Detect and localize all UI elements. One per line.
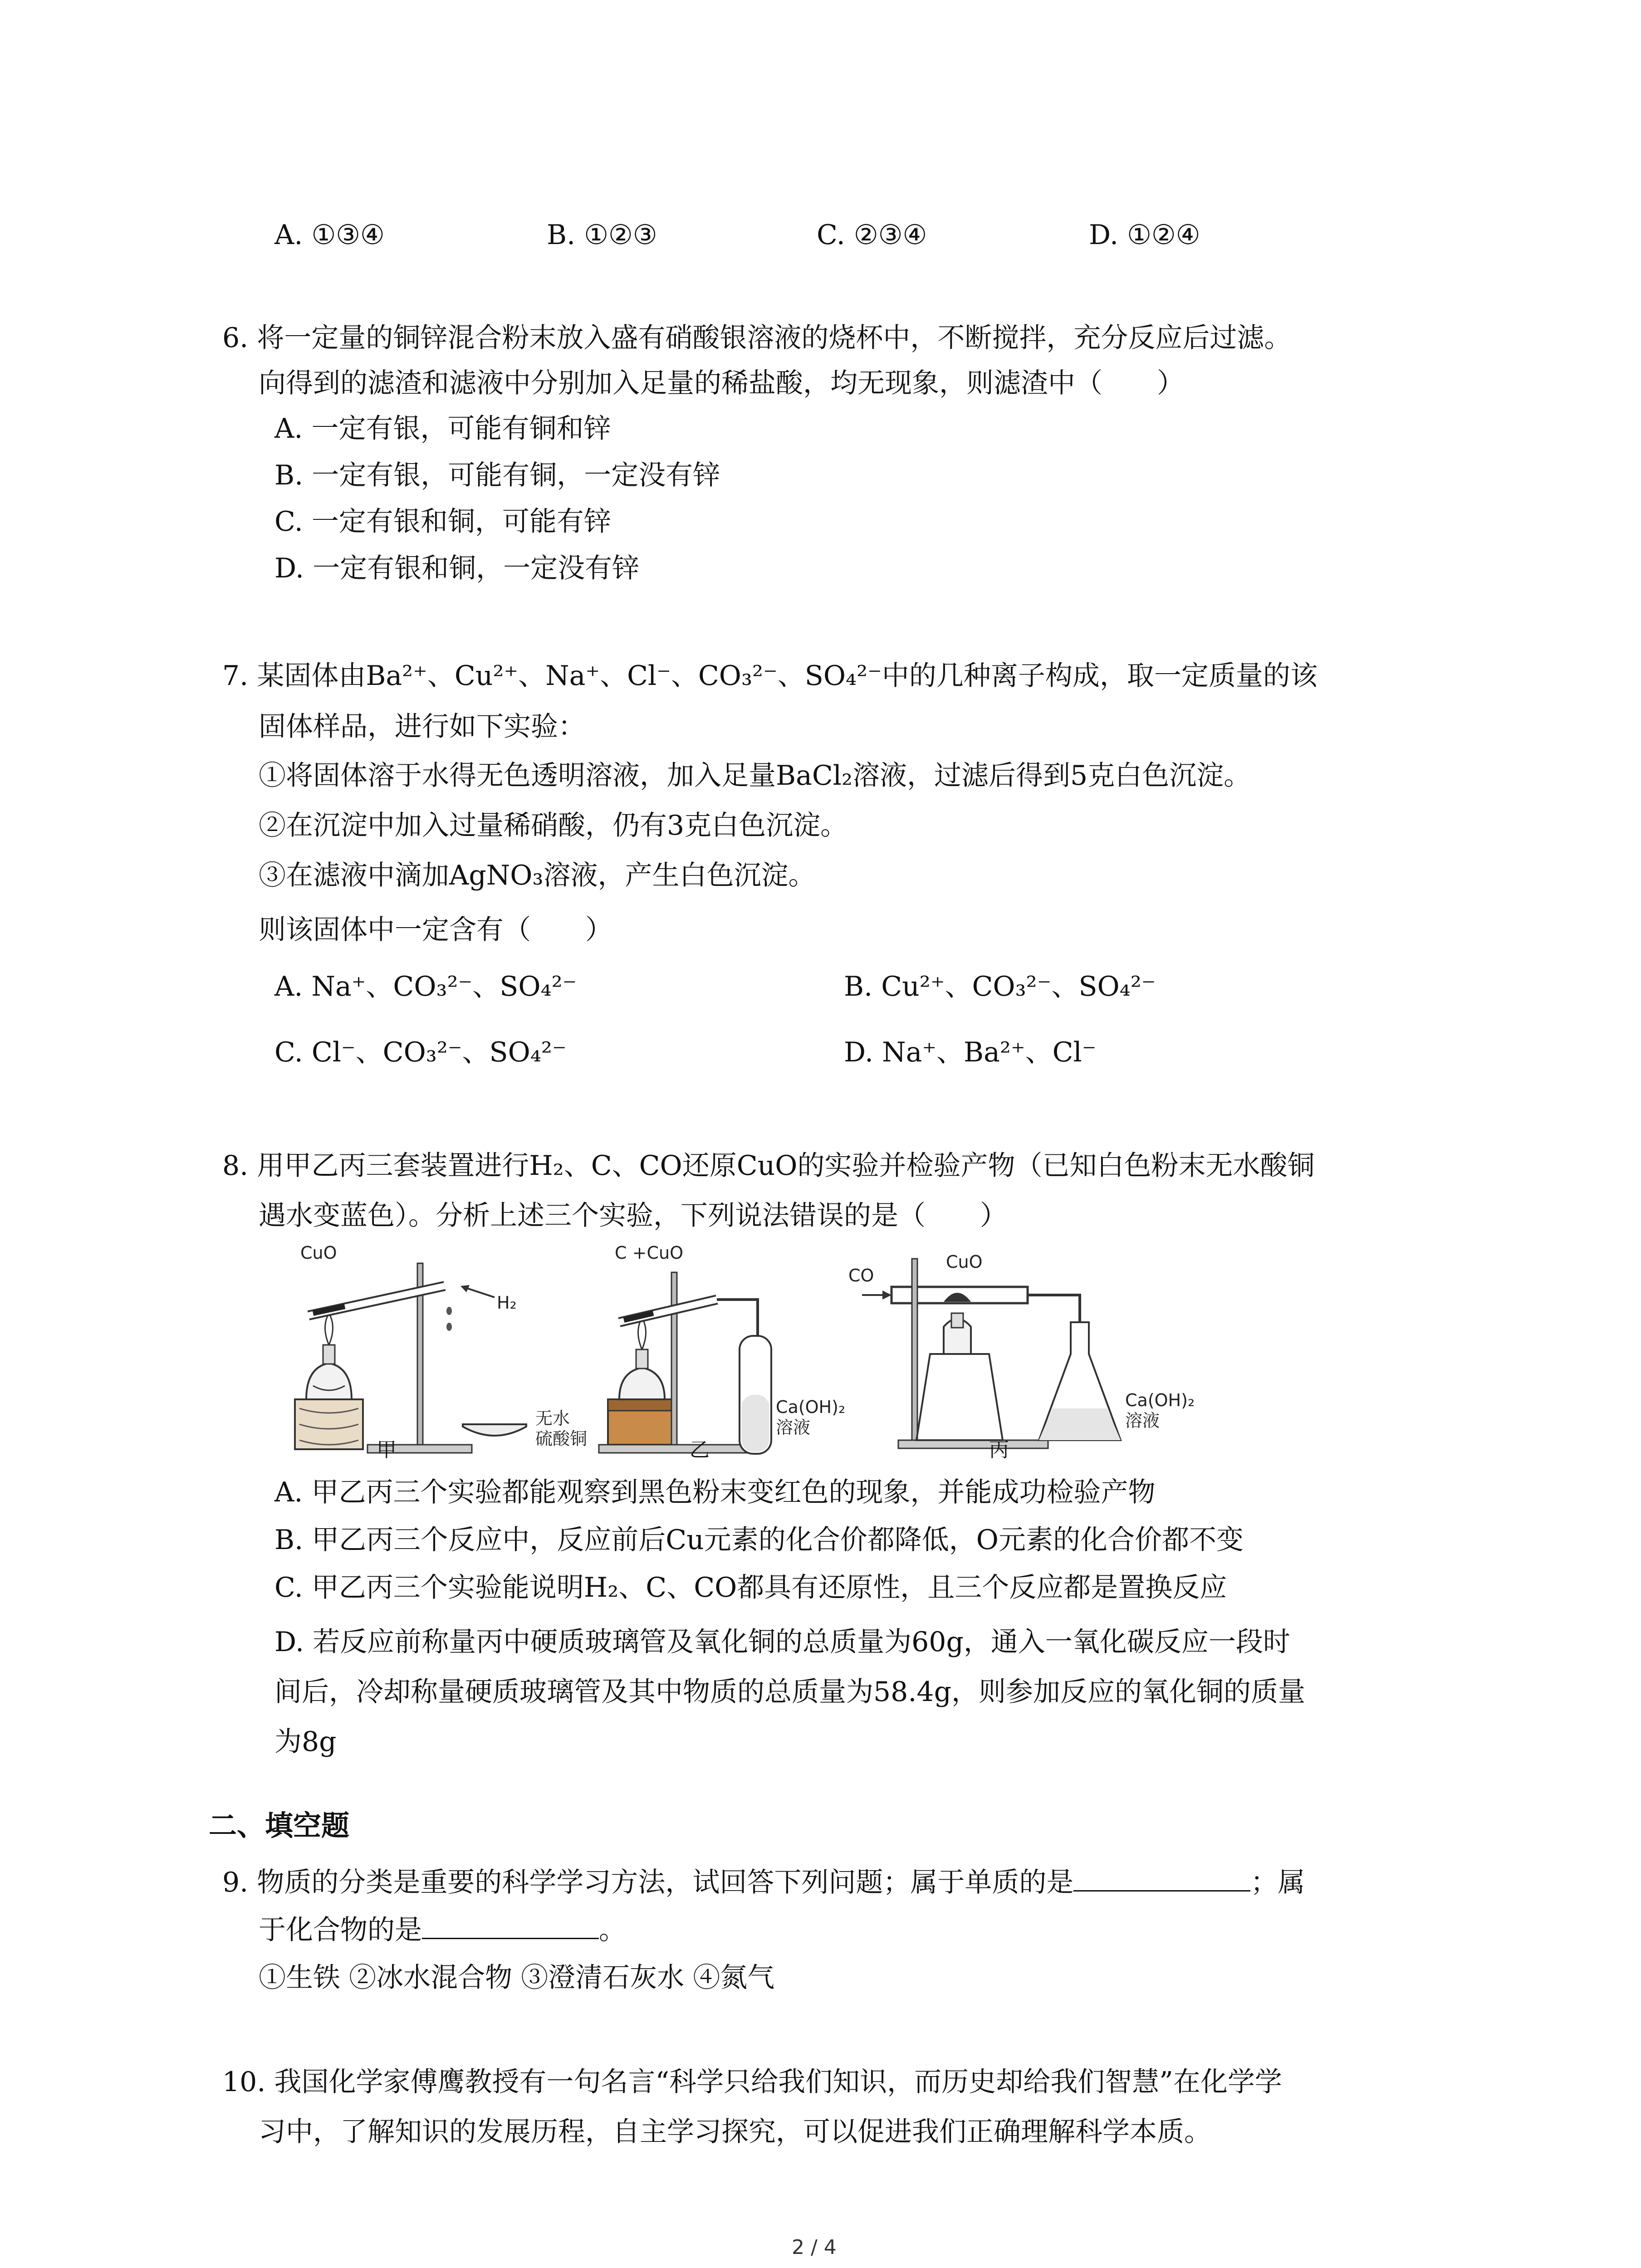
q8-stem-line1: 8. 用甲乙丙三套装置进行H₂、C、CO还原CuO的实验并检验产物（已知白色粉末无水酸铜 [222,1150,1315,1182]
q6-stem-line2: 向得到的滤渣和滤液中分别加入足量的稀盐酸，均无现象，则滤渣中（ ） [259,367,1184,399]
q9-stem-line1-text: 9. 物质的分类是重要的科学学习方法，试回答下列问题；属于单质的是 [222,1867,1074,1898]
label-jia-cuo: CuO [300,1245,337,1263]
label-bing-co: CO [848,1266,874,1286]
section-heading-fill-in: 二、填空题 [209,1809,350,1842]
q8-option-a: A. 甲乙丙三个实验都能观察到黑色粉末变红色的现象，并能成功检验产物 [274,1476,1156,1508]
q7-question: 则该固体中一定含有（ ） [259,914,612,946]
label-yi-solution: 溶液 [776,1418,811,1437]
q9-items: ①生铁 ②冰水混合物 ③澄清石灰水 ④氮气 [259,1962,775,1994]
q9-stem-line2-text: 于化合物的是 [259,1914,422,1946]
q9-answer-blank-compound[interactable] [422,1912,599,1939]
q8-option-b: B. 甲乙丙三个反应中，反应前后Cu元素的化合价都降低，O元素的化合价都不变 [274,1524,1244,1556]
q5-option-a: A. ①③④ [274,219,385,251]
q6-option-d: D. 一定有银和铜，一定没有锌 [274,552,640,584]
q7-step2: ②在沉淀中加入过量稀硝酸，仍有3克白色沉淀。 [259,810,848,841]
q9-answer-blank-element[interactable] [1073,1865,1250,1892]
q10-stem-line1: 10. 我国化学家傅鹰教授有一句名言“科学只给我们知识，而历史却给我们智慧”在化学学 [222,2066,1282,2098]
figure-caption-bing: 丙 [989,1438,1009,1461]
q5-option-b: B. ①②③ [547,219,657,251]
q7-option-a: A. Na⁺、CO₃²⁻、SO₄²⁻ [274,971,577,1002]
q6-option-b: B. 一定有银，可能有铜，一定没有锌 [274,459,720,491]
label-yi-caoh2: Ca(OH)₂ [776,1397,846,1417]
q9-stem-line2-end: 。 [599,1914,626,1946]
q7-stem-line1: 7. 某固体由Ba²⁺、Cu²⁺、Na⁺、Cl⁻、CO₃²⁻、SO₄²⁻中的几种离子构成，取一定质量的该 [222,660,1318,692]
q7-stem-line2: 固体样品，进行如下实验： [259,711,585,743]
apparatus-yi [599,1245,845,1454]
q6-option-c: C. 一定有银和铜，可能有锌 [274,506,611,538]
figure-caption-yi: 乙 [690,1438,710,1461]
q5-option-d: D. ①②④ [1089,219,1200,251]
label-jia-cuso4-line1: 无水 [535,1408,570,1428]
q7-option-c: C. Cl⁻、CO₃²⁻、SO₄²⁻ [274,1036,567,1068]
q5-option-c: C. ②③④ [817,219,927,251]
q7-step3: ③在滤液中滴加AgNO₃溶液，产生白色沉淀。 [259,860,816,891]
page-number: 2 / 4 [792,2236,837,2259]
label-jia-cuso4-line2: 硫酸铜 [535,1429,588,1449]
q10-stem-line2: 习中，了解知识的发展历程，自主学习探究，可以促进我们正确理解科学本质。 [259,2116,1211,2148]
q8-stem-line2: 遇水变蓝色）。分析上述三个实验，下列说法错误的是（ ） [259,1200,1007,1232]
q9-stem-line1 [222,1864,1305,1901]
apparatus-bing [848,1252,1195,1448]
q8-option-d-line1: D. 若反应前称量丙中硬质玻璃管及氧化铜的总质量为60g，通入一氧化碳反应一段时 [274,1626,1290,1658]
apparatus-jia [295,1245,587,1453]
label-jia-h2: H₂ [497,1293,517,1313]
q8-option-d-line2: 间后，冷却称量硬质玻璃管及其中物质的总质量为58.4g，则参加反应的氧化铜的质量 [274,1676,1305,1708]
q7-option-b: B. Cu²⁺、CO₃²⁻、SO₄²⁻ [844,971,1156,1002]
q6-option-a: A. 一定有银，可能有铜和锌 [274,413,611,445]
q9-stem-line2 [259,1912,626,1948]
q7-option-d: D. Na⁺、Ba²⁺、Cl⁻ [844,1036,1097,1068]
q8-option-c: C. 甲乙丙三个实验能说明H₂、C、CO都具有还原性，且三个反应都是置换反应 [274,1572,1227,1603]
label-bing-solution: 溶液 [1125,1411,1160,1431]
q8-option-d-line3: 为8g [274,1726,337,1758]
q7-step1: ①将固体溶于水得无色透明溶液，加入足量BaCl₂溶液，过滤后得到5克白色沉淀。 [259,760,1251,792]
label-yi-c-cuo: C +CuO [615,1245,683,1263]
q9-stem-line1-end: ；属 [1250,1867,1305,1898]
q6-stem-line1: 6. 将一定量的铜锌混合粉末放入盛有硝酸银溶液的烧杯中，不断搅拌，充分反应后过滤。 [222,322,1292,354]
apparatus-figure [281,1245,1207,1481]
label-bing-caoh2: Ca(OH)₂ [1125,1390,1195,1410]
label-bing-cuo: CuO [946,1252,983,1272]
figure-caption-jia: 甲 [377,1438,397,1461]
